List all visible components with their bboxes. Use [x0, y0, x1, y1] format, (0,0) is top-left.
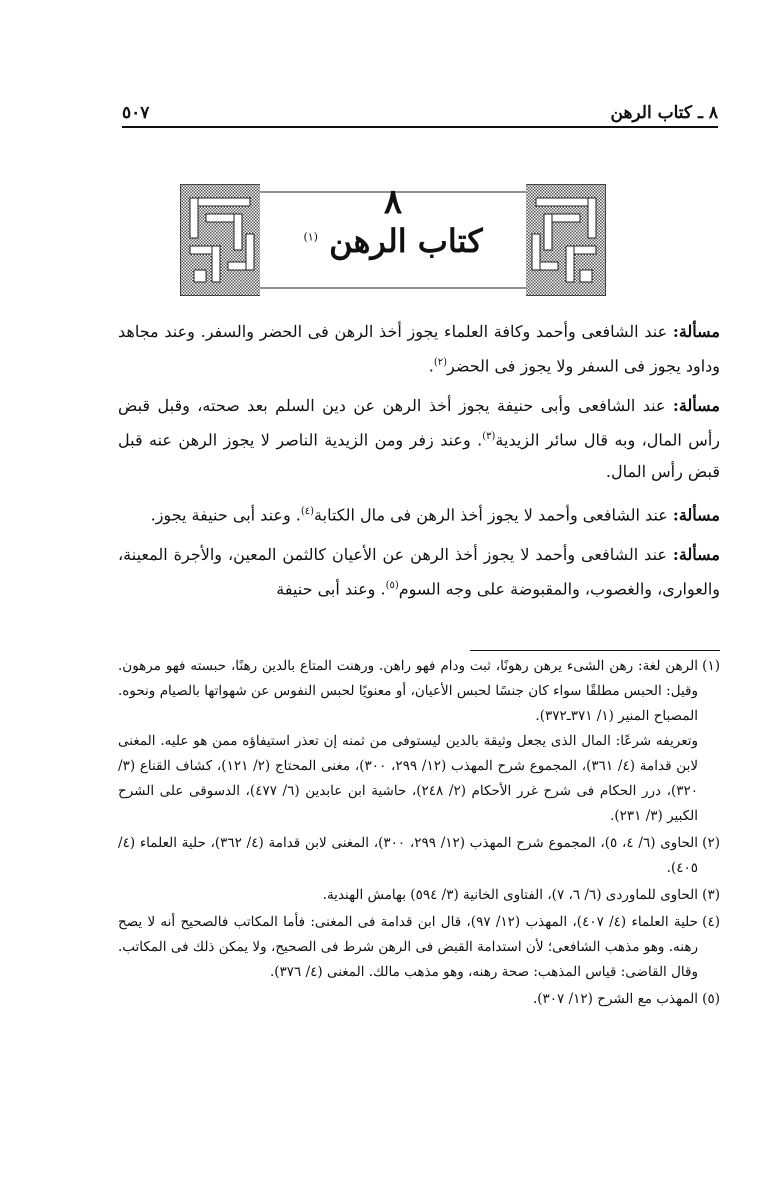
note-ref: (٥) [385, 579, 399, 591]
footnote-line: وتعريفه شرعًا: المال الذى يجعل وثيقة بالدين ليستوفى من ثمنه إن تعذر استيفاؤه ممن هو عليه. المغنى لابن قدامة (٤/ ٣٦١)، المجموع شرح المهذب (١٢/ ٢٩٩، ٣٠٠)، مغنى المحتاج (٢/ ١٢١)، كشاف القناع (٣/ ٣٢٠)، درر الحكام فى شرح غرر الأحكام (٢/ ٢٤٨)، حاشية ابن عابدين (٦/ ٤٧٧)، الدسوقى على الشرح الكبير (٣/ ٢٣١). [118, 733, 699, 824]
footnote-number: (١) [702, 658, 720, 674]
issue-paragraph [118, 539, 720, 604]
footnote-line: الرهن لغة: رهن الشىء يرهن رهونًا، ثبت ودام فهو راهن. ورهنت المتاع بالدين رهنًا، حبسته فهو مرهون. وقيل: الحبس مطلقًا سواء كان جنسًا لحبس الأعيان، أو معنويًا لحبس النفوس عن شهواتها بالصيام ونحوه. المصباح المنير (١/ ٣٧١ـ٣٧٢). [118, 658, 698, 724]
footnotes [118, 654, 720, 1014]
issue-text: عند الشافعى وأبى حنيفة يجوز أخذ الرهن عن دين السلم بعد صحته، وقبل قبض رأس المال، وبه قال سائر الزيدية [118, 396, 720, 450]
issue-paragraph [118, 496, 720, 530]
main-text [118, 316, 720, 613]
note-ref: (٣) [482, 431, 496, 443]
issue-paragraph [118, 390, 720, 486]
chapter-heading [260, 184, 526, 296]
issue-text: عند الشافعى وأحمد وكافة العلماء يجوز أخذ الرهن فى الحضر والسفر. وعند مجاهد وداود يجوز فى السفر ولا يجوز فى الحضر [118, 322, 720, 376]
chapter-title-ornament [180, 184, 606, 296]
chapter-title [260, 222, 526, 260]
footnote-line: الحاوى (٦/ ٤، ٥)، المجموع شرح المهذب (١٢/ ٢٩٩، ٣٠٠)، المغنى لابن قدامة (٤/ ٣٦٢)، حلية العلماء (٤/ ٤٠٥). [118, 835, 699, 876]
issue-tail: . وعند أبى حنيفة [276, 579, 386, 599]
issue-tail: . [428, 356, 434, 376]
footnote [118, 831, 720, 881]
issue-text: عند الشافعى وأحمد لا يجوز أخذ الرهن عن الأعيان كالثمن المعين، والأجرة المعينة، والعوارى، والغصوب، والمقبوضة على وجه السوم [118, 544, 720, 599]
chapter-number: ٨ [383, 182, 403, 222]
chapter-title-text: كتاب الرهن [329, 222, 483, 260]
running-head: ٨ ـ كتاب الرهن [610, 103, 718, 123]
page-header [122, 93, 718, 123]
header-rule [122, 126, 718, 128]
footnote [118, 987, 720, 1012]
footnote-number: (٤) [702, 914, 720, 930]
issue-text: عند الشافعى وأحمد لا يجوز أخذ الرهن فى مال الكتابة [314, 504, 668, 524]
issue-label: مسألة: [672, 544, 720, 564]
footnote [118, 654, 720, 829]
note-ref: (٤) [300, 505, 315, 517]
footnote-rule [470, 650, 720, 651]
footnote [118, 883, 720, 908]
issue-label: مسألة: [672, 396, 720, 416]
chapter-note-ref: (١) [303, 230, 318, 244]
page-number: ٥٠٧ [122, 103, 150, 123]
issue-tail: . وعند أبى حنيفة يجوز. [150, 504, 301, 524]
footnote-number: (٥) [702, 991, 720, 1007]
issue-label: مسألة: [672, 322, 720, 341]
footnote-number: (٣) [702, 887, 720, 903]
footnote [118, 910, 720, 985]
issue-tail: . وعند زفر ومن الزيدية الناصر لا يجوز الرهن عنه قبل قبض رأس المال. [118, 430, 720, 481]
issue-label: مسألة: [672, 504, 720, 524]
issue-paragraph [118, 316, 720, 381]
footnote-line: المهذب مع الشرح (١٢/ ٣٠٧). [532, 991, 698, 1007]
footnote-line: حلية العلماء (٤/ ٤٠٧)، المهذب (١٢/ ٩٧)، قال ابن قدامة فى المغنى: فأما المكاتب فالصحيح أنه لا يصح رهنه. وهو مذهب الشافعى؛ لأن استدامة القبض فى الرهن شرط فى الصحيح، ولا يمكن ذلك فى المكاتب. وقال القاضى: قياس المذهب: صحة رهنه، وهو مذهب مالك. المغنى (٤/ ٣٧٦). [118, 914, 698, 980]
footnote-number: (٢) [702, 835, 720, 851]
footnote-line: الحاوى للماوردى (٦/ ٦، ٧)، الفتاوى الخانية (٣/ ٥٩٤) بهامش الهندية. [322, 887, 698, 903]
note-ref: (٢) [433, 357, 448, 368]
